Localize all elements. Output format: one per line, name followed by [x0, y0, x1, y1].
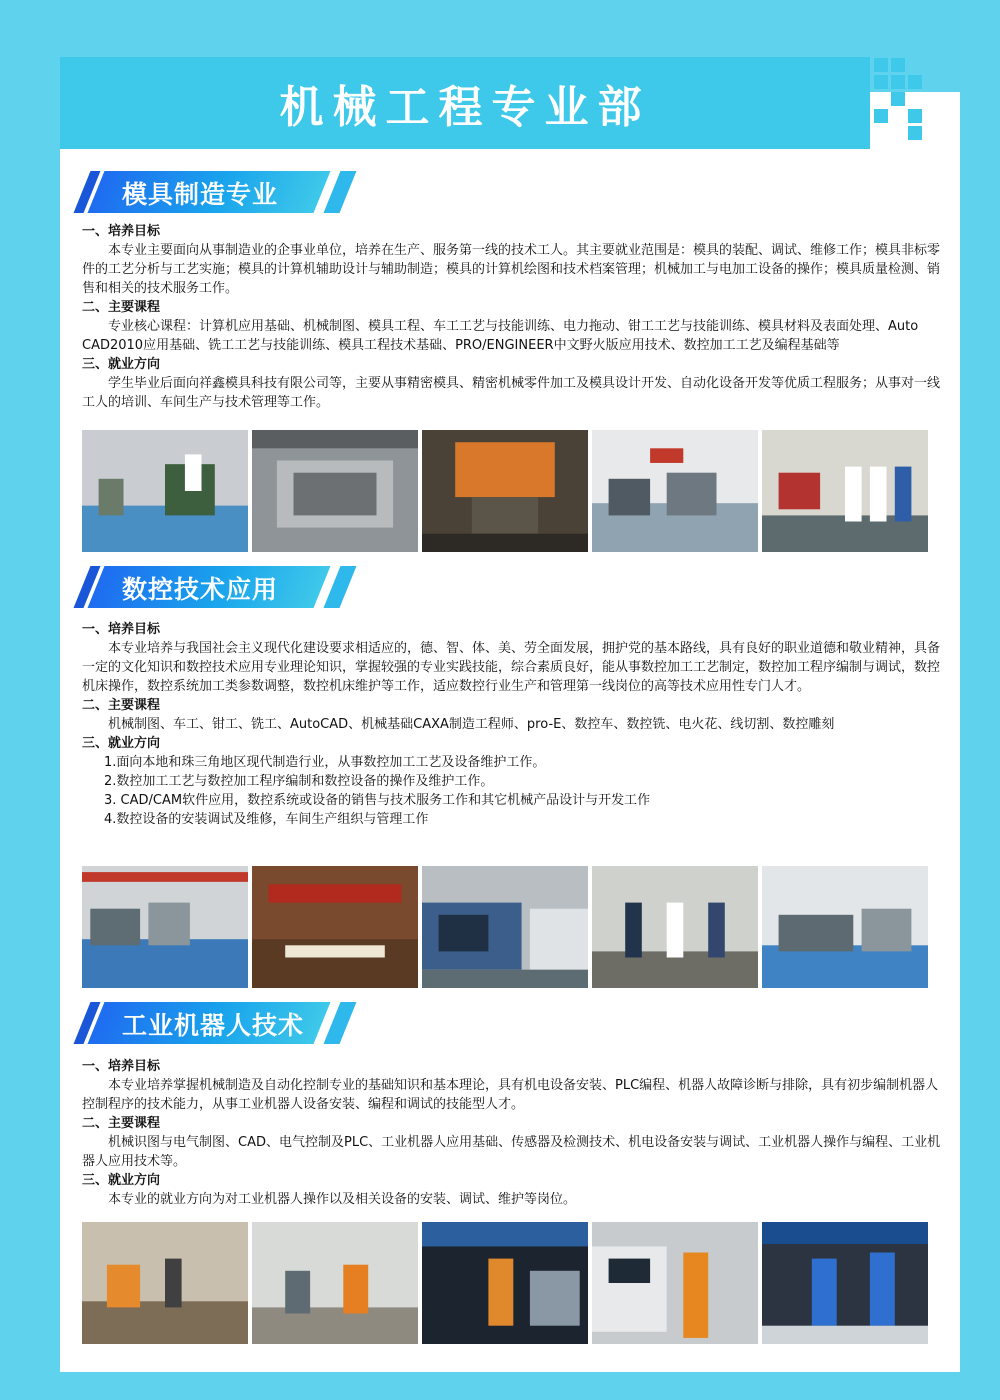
training-photo — [592, 866, 758, 988]
section-heading-mold: 模具制造专业 — [82, 171, 332, 213]
robot-lab-photo — [82, 1222, 248, 1344]
press-photo — [422, 430, 588, 552]
section-body-mold: 一、培养目标 本专业主要面向从事制造业的企事业单位，培养在生产、服务第一线的技术工人。其主要就业范围是：模具的装配、调试、维修工作；模具非标零件的工艺分析与工艺实施；模具的计算机辅助设计与辅助制造；模具的计算机绘图和技术档案管理；机械加工与电加工设备的操作；模具质量检测、销售和相关的技术服务工作。 二、主要课程 专业核心课程：计算机应用基础、机械制图、模具工程、车工工艺与技能训练、电力拖动、钳工工艺与技能训练、模具材料及表面处理、Auto CAD2010应用基础、铣工工艺与技能训练、模具工程技术基础、PRO/ENGINEER中文野火版应用技术、数控加工工艺及编程基础等 三、就业方向 学生毕业后面向祥鑫模具科技有限公司等，主要从事精密模具、精密机械零件加工及模具设计开发、自动化设备开发等优质工程服务；从事对一线工人的培训、车间生产与技术管理等工作。 — [82, 224, 941, 410]
robot-arms-photo — [252, 1222, 418, 1344]
cnc-machine-photo — [422, 866, 588, 988]
title-banner — [60, 57, 870, 149]
classroom-photo — [762, 866, 928, 988]
mold-photo — [252, 430, 418, 552]
photo-strip-robot — [82, 1222, 928, 1344]
section-body-robot: 一、培养目标 本专业培养掌握机械制造及自动化控制专业的基础知识和基本理论，具有机电设备安装、PLC编程、机器人故障诊断与排除，具有初步编制机器人控制程序的技术能力，从事工业机器人设备安装、编程和调试的技能型人才。 二、主要课程 机械识图与电气制图、CAD、电气控制及PLC、工业机器人应用基础、传感器及检测技术、机电设备安装与调试、工业机器人操作与编程、工业机器人应用技术等。 三、就业方向 本专业的就业方向为对工业机器人操作以及相关设备的安装、调试、维护等岗位。 — [82, 1059, 941, 1207]
cnc-hall-photo — [82, 866, 248, 988]
section-heading-cnc: 数控技术应用 — [82, 566, 332, 608]
page-title: 机械工程专业部 — [279, 82, 651, 133]
robot-cell-photo — [422, 1222, 588, 1344]
meeting-photo — [252, 866, 418, 988]
section-heading-robot: 工业机器人技术 — [82, 1002, 332, 1044]
lab-photo — [592, 430, 758, 552]
robot-blue-photo — [762, 1222, 928, 1344]
photo-strip-cnc — [82, 866, 928, 988]
robot-cnc-photo — [592, 1222, 758, 1344]
section-body-cnc: 一、培养目标 本专业培养与我国社会主义现代化建设要求相适应的，德、智、体、美、劳全面发展，拥护党的基本路线，具有良好的职业道德和敬业精神，具备一定的文化知识和数控技术应用专业理论知识，掌握较强的专业实践技能，综合素质良好，能从事数控加工工艺制定，数控加工程序编制与调试，数控机床操作，数控系统加工类参数调整，数控机床维护等工作，适应数控行业生产和管理第一线岗位的高等技术应用性专门人才。 二、主要课程 机械制图、车工、钳工、铣工、AutoCAD、机械基础CAXA制造工程师、pro-E、数控车、数控铣、电火花、线切割、数控雕刻 三、就业方向 1.面向本地和珠三角地区现代制造行业，从事数控加工工艺及设备维护工作。 2.数控加工工艺与数控加工程序编制和数控设备的操作及维护工作。 3. CAD/CAM软件应用，数控系统或设备的销售与技术服务工作和其它机械产品设计与开发工作 4.数控设备的安装调试及维修，车间生产组织与管理工作 — [82, 622, 941, 827]
students-photo — [762, 430, 928, 552]
photo-strip-mold — [82, 430, 928, 552]
workshop-photo — [82, 430, 248, 552]
